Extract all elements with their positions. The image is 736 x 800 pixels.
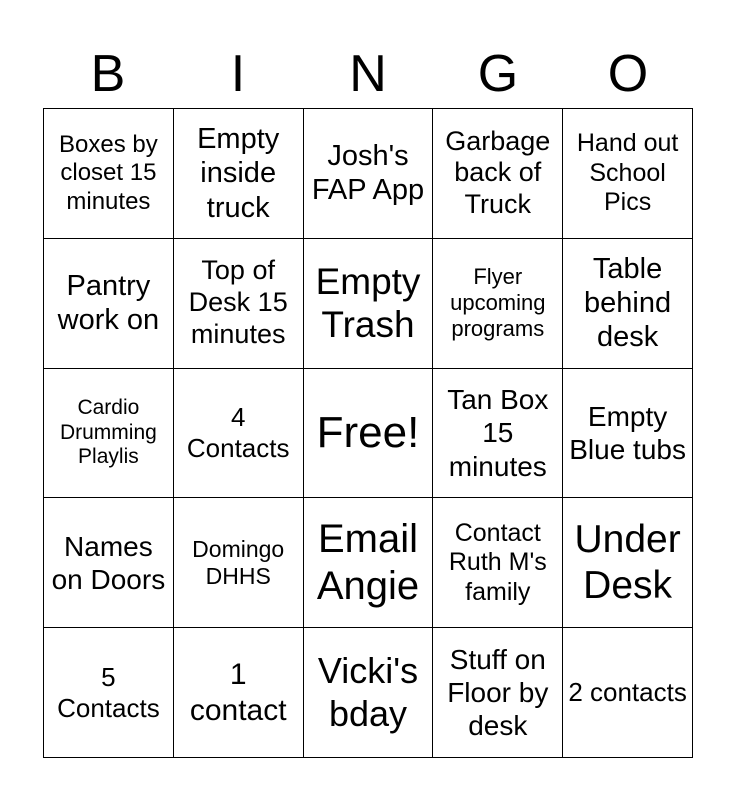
header-letter-b: B xyxy=(90,45,126,103)
bingo-cell-label: Garbage back of Truck xyxy=(445,125,551,220)
bingo-cell[interactable] xyxy=(174,498,304,628)
bingo-cell-label: Names on Doors xyxy=(51,530,166,595)
bingo-cell-label: Josh's FAP App xyxy=(311,140,425,207)
header-letter-n: N xyxy=(349,45,387,103)
bingo-cell[interactable] xyxy=(563,628,693,758)
bingo-cell[interactable] xyxy=(304,239,434,369)
bingo-cell[interactable] xyxy=(44,109,174,239)
bingo-cell-label: Contact Ruth M's family xyxy=(448,518,547,606)
bingo-cell[interactable] xyxy=(304,109,434,239)
bingo-cell[interactable] xyxy=(563,369,693,499)
bingo-cell-label: Flyer upcoming programs xyxy=(450,264,546,342)
bingo-cell-label: 4 Contacts xyxy=(186,402,290,463)
bingo-cell-label: Email Angie xyxy=(316,516,420,608)
bingo-cell[interactable] xyxy=(304,369,434,499)
bingo-cell-label: 2 contacts xyxy=(568,677,687,708)
bingo-cell-label: 1 contact xyxy=(189,658,287,727)
bingo-cell-label: Pantry work on xyxy=(57,269,160,337)
header-letter-o: O xyxy=(607,45,649,103)
bingo-cell[interactable] xyxy=(304,628,434,758)
bingo-cell[interactable] xyxy=(563,498,693,628)
header-letter-g: G xyxy=(477,45,519,103)
header-letter-i: I xyxy=(230,45,246,103)
bingo-cell[interactable] xyxy=(174,628,304,758)
bingo-cell[interactable] xyxy=(433,109,563,239)
bingo-cell[interactable] xyxy=(44,369,174,499)
bingo-cell-label: Tan Box 15 minutes xyxy=(447,384,549,482)
bingo-grid xyxy=(43,108,693,758)
bingo-cell-label: Stuff on Floor by desk xyxy=(447,644,549,742)
bingo-cell[interactable] xyxy=(433,369,563,499)
bingo-cell[interactable] xyxy=(174,109,304,239)
bingo-cell[interactable] xyxy=(433,498,563,628)
bingo-cell[interactable] xyxy=(44,239,174,369)
bingo-cell-label: Hand out School Pics xyxy=(576,129,679,217)
bingo-cell-label: Empty Trash xyxy=(315,260,421,346)
bingo-header xyxy=(43,40,693,108)
bingo-cell[interactable] xyxy=(433,239,563,369)
bingo-cell[interactable] xyxy=(174,239,304,369)
bingo-cell-label: Vicki's bday xyxy=(317,650,419,734)
bingo-cell-label: Empty inside truck xyxy=(197,123,280,224)
bingo-cell[interactable] xyxy=(563,239,693,369)
bingo-cell[interactable] xyxy=(44,498,174,628)
bingo-cell[interactable] xyxy=(174,369,304,499)
bingo-cell-label: Boxes by closet 15 minutes xyxy=(59,130,158,215)
bingo-cell-label: Table behind desk xyxy=(584,252,672,354)
bingo-cell[interactable] xyxy=(304,498,434,628)
bingo-cell[interactable] xyxy=(563,109,693,239)
bingo-cell-label: 5 Contacts xyxy=(57,661,160,723)
bingo-cell-label: Empty Blue tubs xyxy=(569,400,686,465)
bingo-cell-label: Free! xyxy=(316,408,420,458)
bingo-cell-label: Top of Desk 15 minutes xyxy=(188,255,288,350)
bingo-cell-label: Domingo DHHS xyxy=(192,535,285,589)
bingo-cell-label: Under Desk xyxy=(574,517,681,607)
bingo-cell[interactable] xyxy=(433,628,563,758)
bingo-cell[interactable] xyxy=(44,628,174,758)
bingo-cell-label: Cardio Drumming Playlis xyxy=(59,395,157,469)
